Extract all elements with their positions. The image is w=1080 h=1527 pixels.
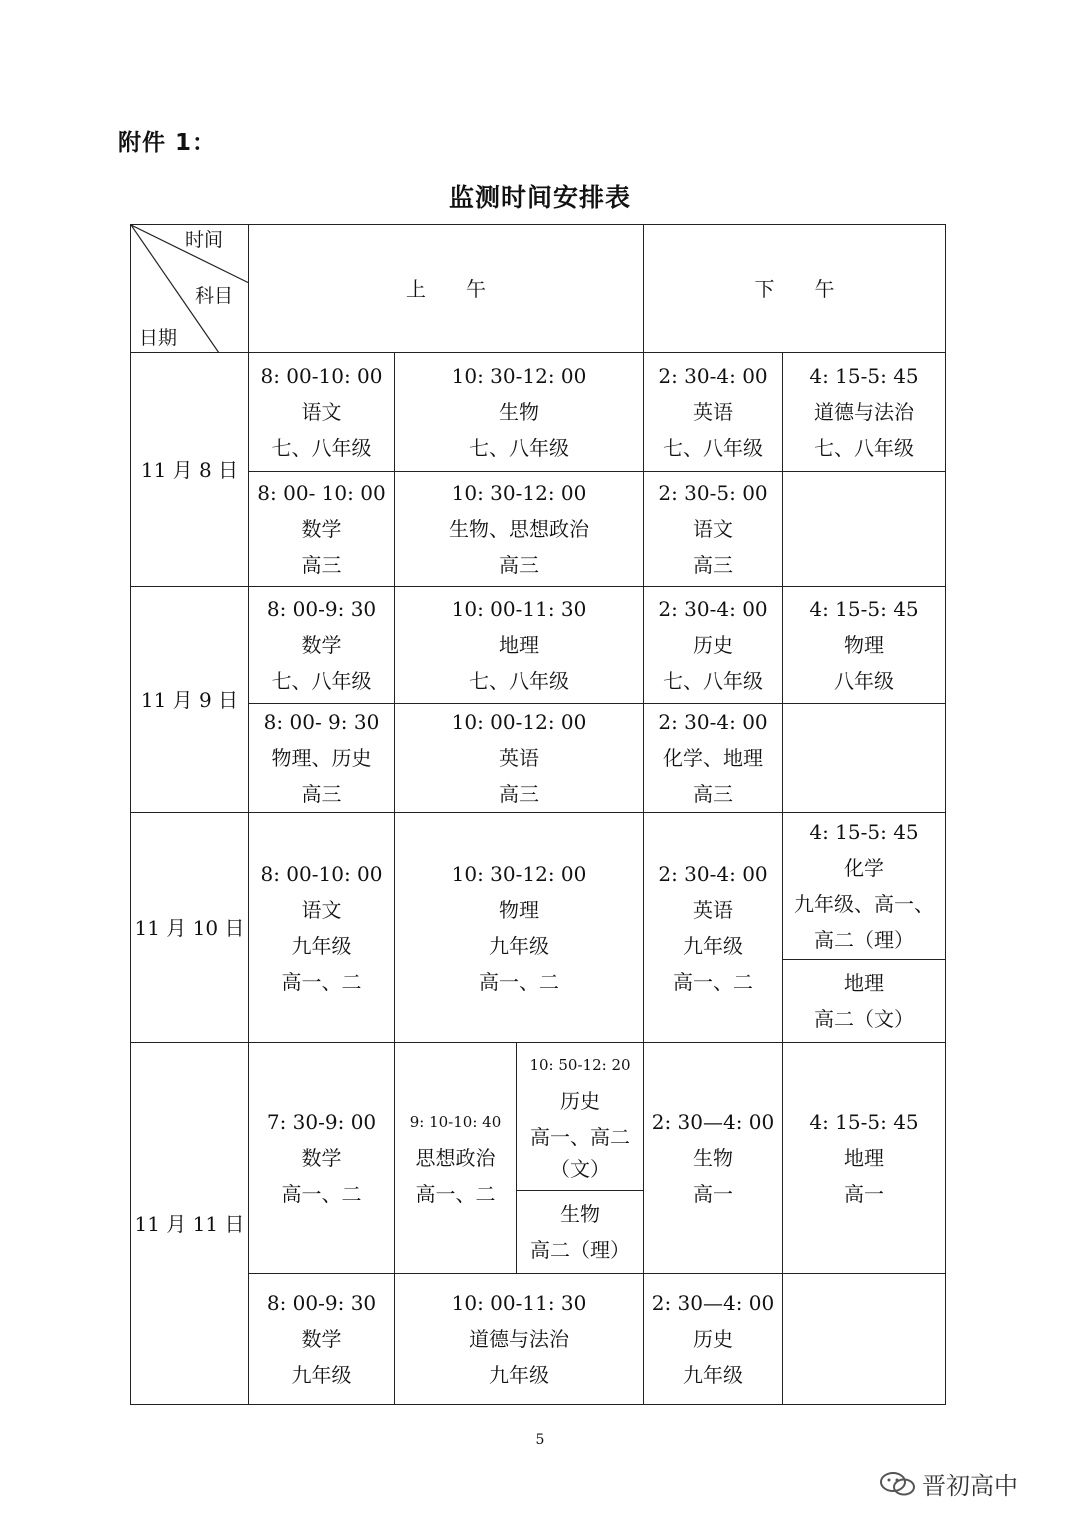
exam-cell bbox=[517, 1043, 644, 1191]
exam-time: 2: 30-4: 00 bbox=[658, 597, 768, 621]
watermark-text: 晋初高中 bbox=[922, 1472, 1018, 1500]
exam-cell bbox=[395, 587, 644, 704]
exam-time: 10: 00-11: 30 bbox=[451, 597, 587, 621]
exam-subject: 英语 bbox=[693, 400, 733, 424]
exam-grade: 九年级 bbox=[291, 1363, 352, 1387]
exam-grade: 八年级 bbox=[834, 669, 894, 693]
corner-label-date: 日期 bbox=[139, 327, 178, 349]
morning-header: 上 午 bbox=[249, 225, 644, 353]
exam-grade: 高二（理） bbox=[530, 1238, 630, 1262]
exam-grade: 高一 bbox=[844, 1182, 884, 1206]
corner-label-subject: 科目 bbox=[195, 285, 234, 307]
exam-time: 2: 30—4: 00 bbox=[651, 1291, 775, 1315]
exam-grade: 七、八年级 bbox=[469, 669, 569, 693]
empty-cell bbox=[783, 472, 946, 587]
exam-grade: 九年级 bbox=[683, 933, 743, 958]
exam-time: 2: 30-5: 00 bbox=[658, 481, 768, 505]
exam-subject: 英语 bbox=[499, 746, 539, 770]
wechat-icon bbox=[878, 1470, 918, 1498]
exam-grade: 高二（文） bbox=[814, 1007, 914, 1031]
date-cell-nov8: 11 月 8 日 bbox=[131, 353, 249, 587]
exam-time: 8: 00-10: 00 bbox=[260, 861, 383, 886]
watermark bbox=[878, 1466, 1018, 1501]
exam-subject: 英语 bbox=[693, 897, 733, 922]
exam-cell bbox=[644, 813, 783, 1043]
exam-subject: 物理 bbox=[844, 633, 884, 657]
exam-subject: 地理 bbox=[844, 1146, 884, 1170]
exam-grade: 高三 bbox=[693, 782, 733, 806]
exam-grade: 九年级 bbox=[489, 933, 549, 958]
exam-cell bbox=[395, 704, 644, 813]
schedule-table bbox=[130, 224, 946, 1405]
exam-subject: 数学 bbox=[301, 633, 342, 657]
exam-grade: 九年级 bbox=[683, 1363, 743, 1387]
exam-time: 7: 30-9: 00 bbox=[266, 1110, 377, 1134]
exam-cell bbox=[249, 1274, 395, 1405]
exam-cell bbox=[783, 813, 946, 960]
exam-subject: 数学 bbox=[301, 517, 342, 541]
empty-cell bbox=[783, 1274, 946, 1405]
exam-subject: 化学、地理 bbox=[663, 746, 763, 770]
exam-grade: 九年级、高一、 bbox=[794, 892, 934, 916]
exam-time: 4: 15-5: 45 bbox=[809, 1110, 919, 1134]
date-cell-nov9: 11 月 9 日 bbox=[131, 587, 249, 813]
exam-time: 10: 00-12: 00 bbox=[451, 710, 587, 734]
exam-cell bbox=[644, 1274, 783, 1405]
exam-cell bbox=[249, 1043, 395, 1274]
exam-cell bbox=[249, 353, 395, 472]
page-number: 5 bbox=[535, 1432, 545, 1448]
exam-subject: 道德与法治 bbox=[814, 400, 914, 424]
exam-time: 2: 30-4: 00 bbox=[658, 710, 768, 734]
attachment-label: 附件 1： bbox=[118, 130, 217, 156]
page-title: 监测时间安排表 bbox=[448, 183, 631, 212]
date-cell-nov11: 11 月 11 日 bbox=[131, 1043, 249, 1405]
exam-subject: 数学 bbox=[301, 1327, 342, 1351]
exam-cell bbox=[395, 813, 644, 1043]
exam-grade: 七、八年级 bbox=[271, 669, 372, 693]
exam-subject: 历史 bbox=[560, 1088, 600, 1113]
exam-cell bbox=[644, 704, 783, 813]
exam-grade: 高三 bbox=[693, 553, 733, 577]
exam-cell bbox=[644, 1043, 783, 1274]
exam-cell bbox=[395, 1043, 517, 1274]
exam-grade: 高一、高二 bbox=[530, 1124, 630, 1149]
exam-cell bbox=[783, 1043, 946, 1274]
exam-cell bbox=[783, 587, 946, 704]
exam-subject: 数学 bbox=[301, 1146, 342, 1170]
exam-grade: 七、八年级 bbox=[469, 436, 569, 460]
exam-subject: 语文 bbox=[693, 517, 733, 541]
exam-subject: 历史 bbox=[693, 1327, 733, 1351]
exam-subject: 语文 bbox=[301, 400, 342, 424]
exam-time: 10: 00-11: 30 bbox=[451, 1291, 587, 1315]
exam-time: 10: 30-12: 00 bbox=[451, 364, 587, 388]
exam-grade: 九年级 bbox=[291, 933, 352, 958]
exam-grade: （文） bbox=[550, 1156, 610, 1181]
exam-time: 2: 30-4: 00 bbox=[658, 364, 768, 388]
exam-grade: 高三 bbox=[499, 553, 539, 577]
exam-grade: 七、八年级 bbox=[271, 436, 372, 460]
exam-grade: 九年级 bbox=[489, 1363, 549, 1387]
empty-cell bbox=[783, 704, 946, 813]
exam-subject: 化学 bbox=[844, 856, 884, 880]
exam-cell bbox=[395, 1274, 644, 1405]
exam-subject: 道德与法治 bbox=[469, 1327, 569, 1351]
exam-grade: 高一、二 bbox=[415, 1182, 496, 1206]
exam-time: 10: 50-12: 20 bbox=[529, 1055, 631, 1074]
exam-time: 8: 00-9: 30 bbox=[266, 597, 377, 621]
exam-subject: 物理 bbox=[499, 897, 539, 922]
exam-time: 8: 00- 9: 30 bbox=[263, 710, 380, 734]
exam-time: 2: 30-4: 00 bbox=[658, 861, 768, 886]
exam-time: 8: 00-9: 30 bbox=[266, 1291, 377, 1315]
exam-subject: 生物、思想政治 bbox=[449, 517, 589, 541]
exam-grade: 高一、二 bbox=[673, 969, 753, 994]
exam-time: 4: 15-5: 45 bbox=[809, 364, 919, 388]
exam-subject: 语文 bbox=[301, 897, 342, 922]
exam-grade: 七、八年级 bbox=[663, 436, 763, 460]
exam-subject: 生物 bbox=[560, 1202, 600, 1226]
date-cell-nov10: 11 月 10 日 bbox=[131, 813, 249, 1043]
exam-grade: 高三 bbox=[499, 782, 539, 806]
exam-grade: 高三 bbox=[301, 782, 342, 806]
exam-time: 8: 00-10: 00 bbox=[260, 364, 383, 388]
exam-grade: 高一、二 bbox=[281, 969, 362, 994]
exam-cell bbox=[249, 813, 395, 1043]
exam-time: 9: 10-10: 40 bbox=[409, 1113, 502, 1131]
exam-grade: 高三 bbox=[301, 553, 342, 577]
exam-time: 4: 15-5: 45 bbox=[809, 597, 919, 621]
exam-cell bbox=[644, 587, 783, 704]
exam-time: 10: 30-12: 00 bbox=[451, 481, 587, 505]
exam-subject: 物理、历史 bbox=[271, 746, 372, 770]
corner-label-time: 时间 bbox=[185, 229, 224, 251]
exam-grade: 高二（理） bbox=[814, 928, 914, 952]
exam-subject: 历史 bbox=[693, 633, 733, 657]
exam-grade: 高一、二 bbox=[479, 969, 559, 994]
exam-cell bbox=[249, 587, 395, 704]
exam-cell bbox=[644, 353, 783, 472]
exam-subject: 生物 bbox=[499, 400, 539, 424]
exam-cell bbox=[249, 472, 395, 587]
exam-time: 2: 30—4: 00 bbox=[651, 1110, 775, 1134]
exam-subject: 地理 bbox=[844, 971, 884, 995]
exam-subject: 地理 bbox=[499, 633, 539, 657]
exam-subject: 思想政治 bbox=[415, 1146, 496, 1170]
exam-time: 4: 15-5: 45 bbox=[809, 820, 919, 844]
exam-time: 8: 00- 10: 00 bbox=[257, 481, 386, 505]
exam-grade: 七、八年级 bbox=[663, 669, 763, 693]
exam-cell bbox=[395, 472, 644, 587]
exam-cell bbox=[783, 960, 946, 1043]
exam-cell bbox=[395, 353, 644, 472]
exam-grade: 七、八年级 bbox=[814, 436, 914, 460]
exam-cell bbox=[249, 704, 395, 813]
exam-grade: 高一、二 bbox=[281, 1182, 362, 1206]
exam-subject: 生物 bbox=[693, 1146, 733, 1170]
afternoon-header: 下 午 bbox=[644, 225, 946, 353]
exam-cell bbox=[644, 472, 783, 587]
exam-cell bbox=[517, 1191, 644, 1274]
exam-time: 10: 30-12: 00 bbox=[451, 861, 587, 886]
exam-cell bbox=[783, 353, 946, 472]
exam-grade: 高一 bbox=[693, 1182, 733, 1206]
corner-header-cell bbox=[131, 225, 249, 353]
